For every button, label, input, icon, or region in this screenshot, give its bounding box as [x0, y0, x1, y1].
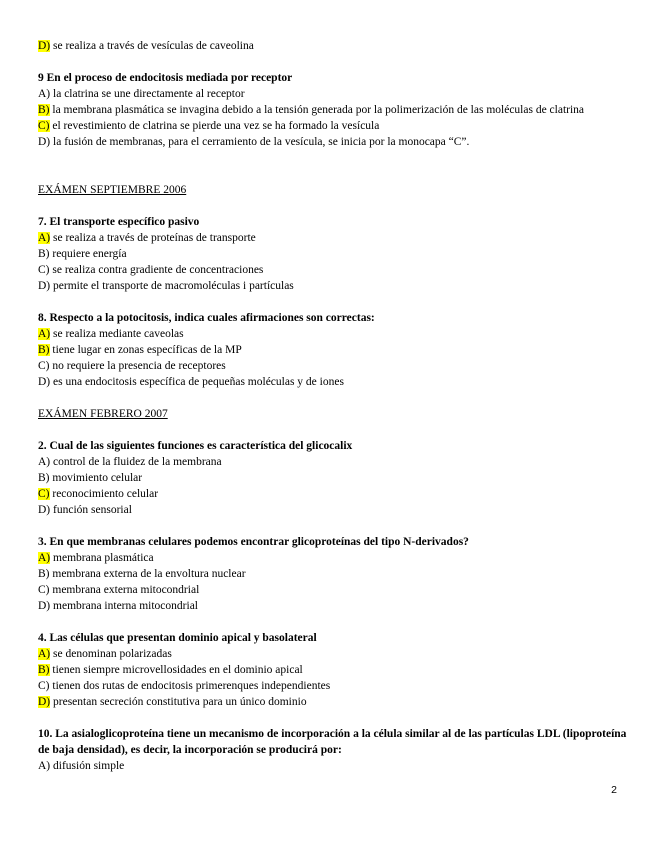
- option-text: tienen siempre microvellosidades en el dominio apical: [49, 664, 303, 676]
- page-number: 2: [611, 784, 617, 796]
- answer-option: [38, 550, 628, 566]
- option-text: el revestimiento de clatrina se pierde una vez se ha formado la vesícula: [49, 120, 380, 132]
- option-letter: C): [38, 360, 50, 372]
- option-text: membrana externa mitocondrial: [49, 584, 200, 596]
- question-options: [38, 326, 628, 390]
- option-text: tiene lugar en zonas específicas de la MP: [49, 344, 242, 356]
- answer-option: [38, 374, 628, 390]
- question-title: 3. En que membranas celulares podemos encontrar glicoproteínas del tipo N-derivados?: [38, 536, 469, 548]
- option-text: tienen dos rutas de endocitosis primerenques independientes: [49, 680, 331, 692]
- answer-option: [38, 246, 628, 262]
- option-letter: C): [38, 120, 50, 132]
- answer-option: [38, 678, 628, 694]
- answer-option: [38, 342, 628, 358]
- option-letter: D): [38, 504, 51, 516]
- option-letter: B): [38, 472, 50, 484]
- option-text: se realiza contra gradiente de concentraciones: [49, 264, 264, 276]
- option-letter: D): [38, 136, 51, 148]
- option-letter: A): [38, 88, 51, 100]
- option-text: membrana interna mitocondrial: [50, 600, 198, 612]
- answer-option: [38, 454, 628, 470]
- option-text: es una endocitosis específica de pequeñas moléculas y de iones: [50, 376, 344, 388]
- answer-option: [38, 694, 628, 710]
- option-text: la membrana plasmática se invagina debido a la tensión generada por la polimerización de las moléculas de clatrina: [49, 104, 585, 116]
- document-page: [38, 38, 628, 774]
- question-title: 2. Cual de las siguientes funciones es característica del glicocalix: [38, 440, 353, 452]
- answer-option: [38, 502, 628, 518]
- question-options: [38, 550, 628, 614]
- option-text: control de la fluidez de la membrana: [50, 456, 222, 468]
- answer-option: [38, 278, 628, 294]
- question-title: 10. La asialoglicoproteína tiene un mecanismo de incorporación a la célula similar al de las partículas LDL (lipoproteína de baja densidad), es decir, la incorporación se producirá por:: [38, 728, 627, 756]
- answer-option: [38, 118, 628, 134]
- option-letter: D): [38, 600, 51, 612]
- answer-option: [38, 582, 628, 598]
- answer-option: [38, 486, 628, 502]
- option-letter: D): [38, 280, 51, 292]
- option-letter: B): [38, 104, 50, 116]
- question-title: 7. El transporte específico pasivo: [38, 216, 200, 228]
- option-letter: D): [38, 696, 51, 708]
- option-letter: C): [38, 488, 50, 500]
- option-letter: A): [38, 232, 51, 244]
- answer-option: [38, 758, 628, 774]
- option-letter: C): [38, 264, 50, 276]
- answer-option: [38, 326, 628, 342]
- option-text: no requiere la presencia de receptores: [49, 360, 226, 372]
- option-text: requiere energía: [49, 248, 127, 260]
- option-text: membrana externa de la envoltura nuclear: [49, 568, 246, 580]
- answer-option: [38, 38, 628, 54]
- answer-option: [38, 470, 628, 486]
- option-letter: A): [38, 648, 51, 660]
- option-letter: A): [38, 456, 51, 468]
- question-options: [38, 230, 628, 294]
- answer-option: [38, 646, 628, 662]
- answer-option: [38, 102, 628, 118]
- option-text: se realiza a través de proteínas de transporte: [50, 232, 256, 244]
- answer-option: [38, 566, 628, 582]
- option-text: se realiza a través de vesículas de caveolina: [50, 40, 254, 52]
- answer-option: [38, 134, 628, 150]
- option-text: membrana plasmática: [50, 552, 154, 564]
- option-text: presentan secreción constitutiva para un único dominio: [50, 696, 307, 708]
- option-text: permite el transporte de macromoléculas i partículas: [50, 280, 294, 292]
- option-letter: D): [38, 376, 51, 388]
- option-letter: D): [38, 40, 51, 52]
- option-text: se realiza mediante caveolas: [50, 328, 184, 340]
- option-text: la clatrina se une directamente al receptor: [50, 88, 245, 100]
- answer-option: [38, 598, 628, 614]
- option-text: difusión simple: [50, 760, 125, 772]
- option-letter: C): [38, 680, 50, 692]
- question-options: [38, 86, 628, 150]
- option-letter: C): [38, 584, 50, 596]
- answer-option: [38, 262, 628, 278]
- option-letter: B): [38, 568, 50, 580]
- option-text: función sensorial: [50, 504, 132, 516]
- question-options: [38, 646, 628, 710]
- option-letter: A): [38, 328, 51, 340]
- option-text: movimiento celular: [49, 472, 143, 484]
- option-letter: B): [38, 664, 50, 676]
- option-text: la fusión de membranas, para el cerramiento de la vesícula, se inicia por la monocapa “C”.: [50, 136, 470, 148]
- question-title: 9 En el proceso de endocitosis mediada por receptor: [38, 72, 293, 84]
- option-text: se denominan polarizadas: [50, 648, 172, 660]
- question-options: [38, 758, 628, 774]
- option-letter: B): [38, 344, 50, 356]
- section-heading: EXÁMEN FEBRERO 2007: [38, 408, 168, 420]
- answer-option: [38, 86, 628, 102]
- answer-option: [38, 662, 628, 678]
- answer-option: [38, 230, 628, 246]
- answer-option: [38, 358, 628, 374]
- option-letter: A): [38, 760, 51, 772]
- question-options: [38, 454, 628, 518]
- option-text: reconocimiento celular: [49, 488, 159, 500]
- section-heading: EXÁMEN SEPTIEMBRE 2006: [38, 184, 187, 196]
- option-letter: B): [38, 248, 50, 260]
- question-title: 4. Las células que presentan dominio apical y basolateral: [38, 632, 317, 644]
- option-letter: A): [38, 552, 51, 564]
- question-title: 8. Respecto a la potocitosis, indica cuales afirmaciones son correctas:: [38, 312, 375, 324]
